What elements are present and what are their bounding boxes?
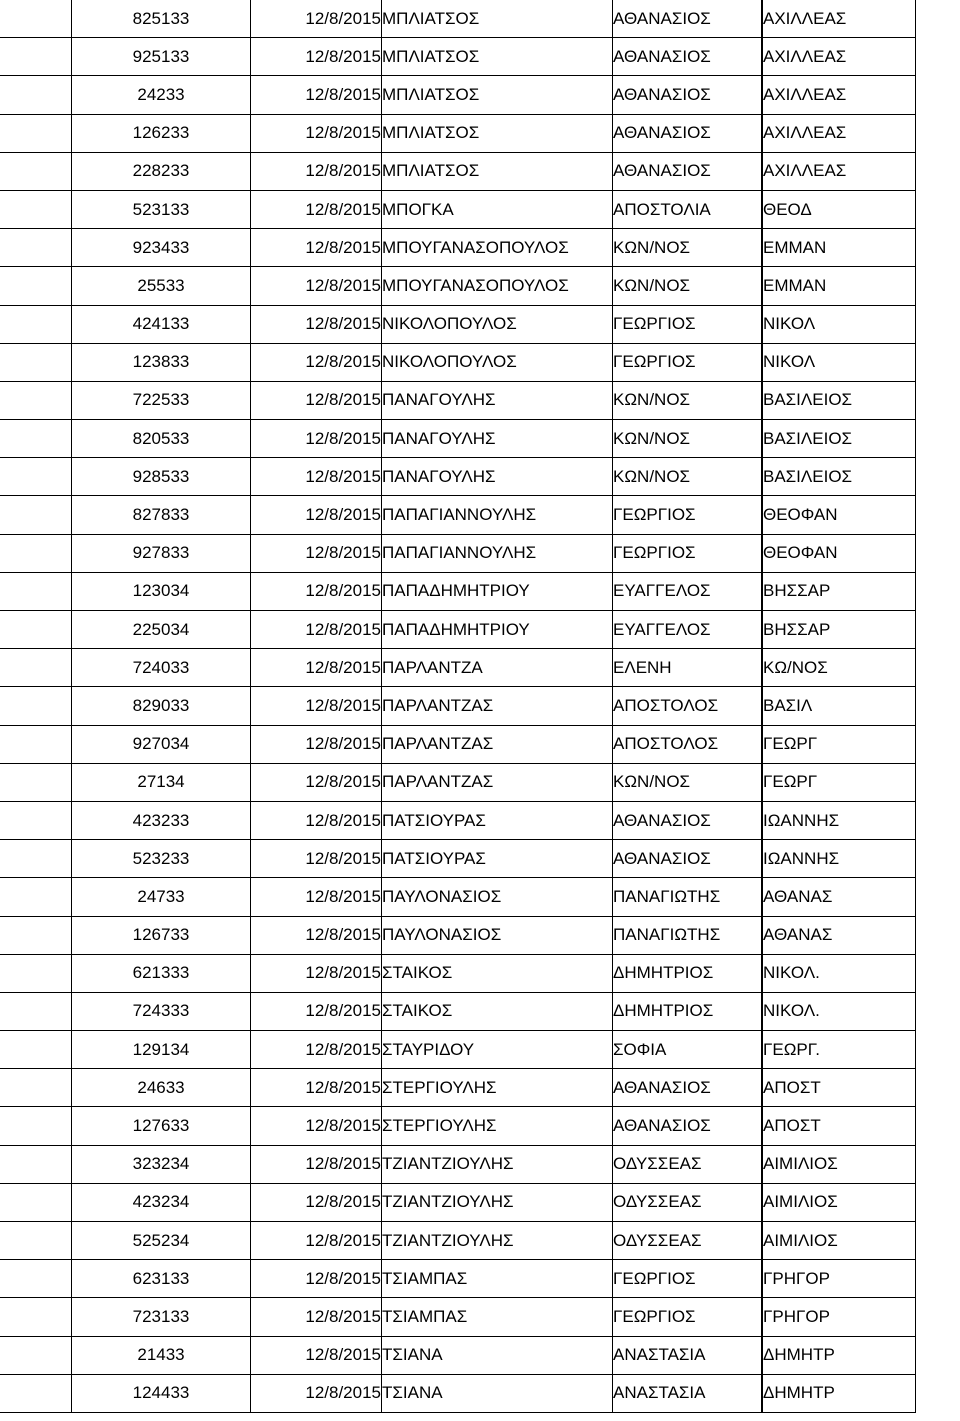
father-name-cell: ΒΑΣΙΛΕΙΟΣ <box>762 420 916 458</box>
row-margin-cell <box>0 840 72 878</box>
table-row <box>0 1069 916 1107</box>
surname-cell: ΠΑΠΑΓΙΑΝΝΟΥΛΗΣ <box>382 496 613 534</box>
first-name-cell: ΑΘΑΝΑΣΙΟΣ <box>613 1107 763 1145</box>
surname-cell: ΠΑΝΑΓΟΥΛΗΣ <box>382 420 613 458</box>
father-name-cell: ΚΩ/ΝΟΣ <box>762 649 916 687</box>
first-name-cell: ΣΟΦΙΑ <box>613 1031 763 1069</box>
row-margin-cell <box>0 1145 72 1183</box>
surname-cell: ΣΤΑΥΡΙΔΟΥ <box>382 1031 613 1069</box>
first-name-cell: ΑΘΑΝΑΣΙΟΣ <box>613 801 763 839</box>
first-name-cell: ΚΩΝ/ΝΟΣ <box>613 458 763 496</box>
row-margin-cell <box>0 229 72 267</box>
father-name-cell: ΑΧΙΛΛΕΑΣ <box>762 152 916 190</box>
row-margin-cell <box>0 190 72 228</box>
row-margin-cell <box>0 801 72 839</box>
record-number-cell: 927833 <box>72 534 251 572</box>
table-row <box>0 840 916 878</box>
row-margin-cell <box>0 496 72 534</box>
record-number-cell: 923433 <box>72 229 251 267</box>
first-name-cell: ΠΑΝΑΓΙΩΤΗΣ <box>613 878 763 916</box>
record-number-cell: 127633 <box>72 1107 251 1145</box>
surname-cell: ΝΙΚΟΛΟΠΟΥΛΟΣ <box>382 343 613 381</box>
father-name-cell: ΒΗΣΣΑΡ <box>762 572 916 610</box>
first-name-cell: ΑΘΑΝΑΣΙΟΣ <box>613 152 763 190</box>
table-row <box>0 1107 916 1145</box>
row-margin-cell <box>0 954 72 992</box>
row-margin-cell <box>0 1183 72 1221</box>
record-number-cell: 925133 <box>72 38 251 76</box>
first-name-cell: ΚΩΝ/ΝΟΣ <box>613 229 763 267</box>
date-cell: 12/8/2015 <box>251 763 382 801</box>
table-row <box>0 725 916 763</box>
table-row <box>0 305 916 343</box>
first-name-cell: ΚΩΝ/ΝΟΣ <box>613 267 763 305</box>
surname-cell: ΣΤΑΙΚΟΣ <box>382 954 613 992</box>
row-margin-cell <box>0 534 72 572</box>
surname-cell: ΜΠΟΓΚΑ <box>382 190 613 228</box>
record-number-cell: 228233 <box>72 152 251 190</box>
row-margin-cell <box>0 916 72 954</box>
father-name-cell: ΝΙΚΟΛ <box>762 305 916 343</box>
first-name-cell: ΟΔΥΣΣΕΑΣ <box>613 1145 763 1183</box>
first-name-cell: ΓΕΩΡΓΙΟΣ <box>613 1298 763 1336</box>
father-name-cell: ΑΧΙΛΛΕΑΣ <box>762 38 916 76</box>
row-margin-cell <box>0 76 72 114</box>
table-row <box>0 572 916 610</box>
date-cell: 12/8/2015 <box>251 0 382 38</box>
row-margin-cell <box>0 572 72 610</box>
row-margin-cell <box>0 878 72 916</box>
surname-cell: ΤΖΙΑΝΤΖΙΟΥΛΗΣ <box>382 1183 613 1221</box>
table-row <box>0 801 916 839</box>
father-name-cell: ΕΜΜΑΝ <box>762 229 916 267</box>
surname-cell: ΣΤΕΡΓΙΟΥΛΗΣ <box>382 1107 613 1145</box>
surname-cell: ΠΑΡΛΑΝΤΖΑΣ <box>382 763 613 801</box>
record-number-cell: 126233 <box>72 114 251 152</box>
date-cell: 12/8/2015 <box>251 267 382 305</box>
date-cell: 12/8/2015 <box>251 76 382 114</box>
date-cell: 12/8/2015 <box>251 1069 382 1107</box>
row-margin-cell <box>0 1107 72 1145</box>
table-row <box>0 1145 916 1183</box>
record-number-cell: 129134 <box>72 1031 251 1069</box>
first-name-cell: ΑΘΑΝΑΣΙΟΣ <box>613 840 763 878</box>
surname-cell: ΠΑΤΣΙΟΥΡΑΣ <box>382 840 613 878</box>
row-margin-cell <box>0 305 72 343</box>
row-margin-cell <box>0 687 72 725</box>
date-cell: 12/8/2015 <box>251 496 382 534</box>
first-name-cell: ΚΩΝ/ΝΟΣ <box>613 763 763 801</box>
surname-cell: ΠΑΡΛΑΝΤΖΑΣ <box>382 725 613 763</box>
record-number-cell: 523233 <box>72 840 251 878</box>
surname-cell: ΜΠΛΙΑΤΣΟΣ <box>382 152 613 190</box>
row-margin-cell <box>0 458 72 496</box>
table-row <box>0 114 916 152</box>
record-number-cell: 323234 <box>72 1145 251 1183</box>
record-number-cell: 423233 <box>72 801 251 839</box>
table-row <box>0 229 916 267</box>
table-row <box>0 152 916 190</box>
table-row <box>0 343 916 381</box>
row-margin-cell <box>0 114 72 152</box>
father-name-cell: ΑΘΑΝΑΣ <box>762 878 916 916</box>
table-row <box>0 992 916 1030</box>
date-cell: 12/8/2015 <box>251 649 382 687</box>
row-margin-cell <box>0 38 72 76</box>
father-name-cell: ΑΘΑΝΑΣ <box>762 916 916 954</box>
surname-cell: ΠΑΡΛΑΝΤΖΑ <box>382 649 613 687</box>
row-margin-cell <box>0 343 72 381</box>
table-row <box>0 1031 916 1069</box>
first-name-cell: ΔΗΜΗΤΡΙΟΣ <box>613 954 763 992</box>
surname-cell: ΣΤΑΙΚΟΣ <box>382 992 613 1030</box>
record-number-cell: 225034 <box>72 611 251 649</box>
first-name-cell: ΓΕΩΡΓΙΟΣ <box>613 534 763 572</box>
record-number-cell: 621333 <box>72 954 251 992</box>
date-cell: 12/8/2015 <box>251 1183 382 1221</box>
surname-cell: ΜΠΟΥΓΑΝΑΣΟΠΟΥΛΟΣ <box>382 229 613 267</box>
table-row <box>0 1298 916 1336</box>
record-number-cell: 24733 <box>72 878 251 916</box>
father-name-cell: ΓΡΗΓΟΡ <box>762 1298 916 1336</box>
row-margin-cell <box>0 763 72 801</box>
record-number-cell: 25533 <box>72 267 251 305</box>
surname-cell: ΣΤΕΡΓΙΟΥΛΗΣ <box>382 1069 613 1107</box>
father-name-cell: ΔΗΜΗΤΡ <box>762 1374 916 1412</box>
table-row <box>0 649 916 687</box>
record-number-cell: 523133 <box>72 190 251 228</box>
row-margin-cell <box>0 611 72 649</box>
date-cell: 12/8/2015 <box>251 687 382 725</box>
date-cell: 12/8/2015 <box>251 1107 382 1145</box>
date-cell: 12/8/2015 <box>251 38 382 76</box>
row-margin-cell <box>0 1336 72 1374</box>
first-name-cell: ΕΛΕΝΗ <box>613 649 763 687</box>
surname-cell: ΠΑΥΛΟΝΑΣΙΟΣ <box>382 916 613 954</box>
date-cell: 12/8/2015 <box>251 611 382 649</box>
table-row <box>0 381 916 419</box>
first-name-cell: ΓΕΩΡΓΙΟΣ <box>613 343 763 381</box>
father-name-cell: ΙΩΑΝΝΗΣ <box>762 840 916 878</box>
first-name-cell: ΑΠΟΣΤΟΛΟΣ <box>613 725 763 763</box>
first-name-cell: ΑΘΑΝΑΣΙΟΣ <box>613 0 763 38</box>
record-number-cell: 829033 <box>72 687 251 725</box>
father-name-cell: ΒΑΣΙΛΕΙΟΣ <box>762 381 916 419</box>
father-name-cell: ΑΧΙΛΛΕΑΣ <box>762 76 916 114</box>
table-row <box>0 76 916 114</box>
table-row <box>0 954 916 992</box>
table-row <box>0 267 916 305</box>
first-name-cell: ΑΘΑΝΑΣΙΟΣ <box>613 1069 763 1107</box>
surname-cell: ΠΑΠΑΔΗΜΗΤΡΙΟΥ <box>382 572 613 610</box>
record-number-cell: 825133 <box>72 0 251 38</box>
date-cell: 12/8/2015 <box>251 840 382 878</box>
row-margin-cell <box>0 0 72 38</box>
first-name-cell: ΓΕΩΡΓΙΟΣ <box>613 496 763 534</box>
record-number-cell: 123034 <box>72 572 251 610</box>
record-number-cell: 927034 <box>72 725 251 763</box>
record-number-cell: 525234 <box>72 1222 251 1260</box>
date-cell: 12/8/2015 <box>251 229 382 267</box>
father-name-cell: ΓΕΩΡΓ <box>762 725 916 763</box>
father-name-cell: ΘΕΟΔ <box>762 190 916 228</box>
record-number-cell: 126733 <box>72 916 251 954</box>
father-name-cell: ΒΗΣΣΑΡ <box>762 611 916 649</box>
date-cell: 12/8/2015 <box>251 190 382 228</box>
table-row <box>0 534 916 572</box>
date-cell: 12/8/2015 <box>251 878 382 916</box>
table-row <box>0 611 916 649</box>
first-name-cell: ΕΥΑΓΓΕΛΟΣ <box>613 611 763 649</box>
surname-cell: ΜΠΟΥΓΑΝΑΣΟΠΟΥΛΟΣ <box>382 267 613 305</box>
table-row <box>0 1374 916 1412</box>
father-name-cell: ΝΙΚΟΛ. <box>762 992 916 1030</box>
record-number-cell: 123833 <box>72 343 251 381</box>
first-name-cell: ΑΠΟΣΤΟΛΙΑ <box>613 190 763 228</box>
date-cell: 12/8/2015 <box>251 1374 382 1412</box>
date-cell: 12/8/2015 <box>251 343 382 381</box>
record-number-cell: 124433 <box>72 1374 251 1412</box>
surname-cell: ΜΠΛΙΑΤΣΟΣ <box>382 38 613 76</box>
date-cell: 12/8/2015 <box>251 1145 382 1183</box>
date-cell: 12/8/2015 <box>251 1222 382 1260</box>
first-name-cell: ΓΕΩΡΓΙΟΣ <box>613 305 763 343</box>
father-name-cell: ΘΕΟΦΑΝ <box>762 496 916 534</box>
date-cell: 12/8/2015 <box>251 458 382 496</box>
table-row <box>0 420 916 458</box>
record-number-cell: 724033 <box>72 649 251 687</box>
father-name-cell: ΝΙΚΟΛ <box>762 343 916 381</box>
date-cell: 12/8/2015 <box>251 801 382 839</box>
father-name-cell: ΓΕΩΡΓ <box>762 763 916 801</box>
father-name-cell: ΓΕΩΡΓ. <box>762 1031 916 1069</box>
father-name-cell: ΒΑΣΙΛ <box>762 687 916 725</box>
date-cell: 12/8/2015 <box>251 1298 382 1336</box>
surname-cell: ΜΠΛΙΑΤΣΟΣ <box>382 114 613 152</box>
surname-cell: ΠΑΠΑΔΗΜΗΤΡΙΟΥ <box>382 611 613 649</box>
record-number-cell: 722533 <box>72 381 251 419</box>
date-cell: 12/8/2015 <box>251 572 382 610</box>
table-row <box>0 496 916 534</box>
surname-cell: ΠΑΡΛΑΝΤΖΑΣ <box>382 687 613 725</box>
table-row <box>0 1336 916 1374</box>
date-cell: 12/8/2015 <box>251 1336 382 1374</box>
father-name-cell: ΓΡΗΓΟΡ <box>762 1260 916 1298</box>
first-name-cell: ΚΩΝ/ΝΟΣ <box>613 420 763 458</box>
father-name-cell: ΑΙΜΙΛΙΟΣ <box>762 1222 916 1260</box>
table-row <box>0 1260 916 1298</box>
record-number-cell: 423234 <box>72 1183 251 1221</box>
first-name-cell: ΚΩΝ/ΝΟΣ <box>613 381 763 419</box>
date-cell: 12/8/2015 <box>251 534 382 572</box>
date-cell: 12/8/2015 <box>251 381 382 419</box>
date-cell: 12/8/2015 <box>251 420 382 458</box>
date-cell: 12/8/2015 <box>251 992 382 1030</box>
surname-cell: ΠΑΝΑΓΟΥΛΗΣ <box>382 458 613 496</box>
record-number-cell: 24633 <box>72 1069 251 1107</box>
table-row <box>0 458 916 496</box>
surname-cell: ΤΣΙΑΝΑ <box>382 1336 613 1374</box>
row-margin-cell <box>0 725 72 763</box>
first-name-cell: ΑΝΑΣΤΑΣΙΑ <box>613 1374 763 1412</box>
record-number-cell: 27134 <box>72 763 251 801</box>
table-row <box>0 190 916 228</box>
record-number-cell: 24233 <box>72 76 251 114</box>
father-name-cell: ΑΠΟΣΤ <box>762 1069 916 1107</box>
record-number-cell: 820533 <box>72 420 251 458</box>
row-margin-cell <box>0 1298 72 1336</box>
row-margin-cell <box>0 1374 72 1412</box>
date-cell: 12/8/2015 <box>251 954 382 992</box>
table-row <box>0 687 916 725</box>
father-name-cell: ΑΠΟΣΤ <box>762 1107 916 1145</box>
first-name-cell: ΔΗΜΗΤΡΙΟΣ <box>613 992 763 1030</box>
row-margin-cell <box>0 1222 72 1260</box>
first-name-cell: ΕΥΑΓΓΕΛΟΣ <box>613 572 763 610</box>
father-name-cell: ΕΜΜΑΝ <box>762 267 916 305</box>
first-name-cell: ΟΔΥΣΣΕΑΣ <box>613 1222 763 1260</box>
date-cell: 12/8/2015 <box>251 725 382 763</box>
father-name-cell: ΘΕΟΦΑΝ <box>762 534 916 572</box>
surname-cell: ΝΙΚΟΛΟΠΟΥΛΟΣ <box>382 305 613 343</box>
father-name-cell: ΝΙΚΟΛ. <box>762 954 916 992</box>
record-number-cell: 827833 <box>72 496 251 534</box>
surname-cell: ΤΣΙΑΜΠΑΣ <box>382 1260 613 1298</box>
date-cell: 12/8/2015 <box>251 916 382 954</box>
father-name-cell: ΑΙΜΙΛΙΟΣ <box>762 1183 916 1221</box>
father-name-cell: ΑΧΙΛΛΕΑΣ <box>762 0 916 38</box>
record-number-cell: 723133 <box>72 1298 251 1336</box>
first-name-cell: ΠΑΝΑΓΙΩΤΗΣ <box>613 916 763 954</box>
table-row <box>0 916 916 954</box>
surname-cell: ΤΣΙΑΝΑ <box>382 1374 613 1412</box>
record-number-cell: 623133 <box>72 1260 251 1298</box>
row-margin-cell <box>0 649 72 687</box>
date-cell: 12/8/2015 <box>251 305 382 343</box>
surname-cell: ΠΑΝΑΓΟΥΛΗΣ <box>382 381 613 419</box>
date-cell: 12/8/2015 <box>251 1260 382 1298</box>
first-name-cell: ΓΕΩΡΓΙΟΣ <box>613 1260 763 1298</box>
table-row <box>0 1183 916 1221</box>
table-row <box>0 1222 916 1260</box>
surname-cell: ΜΠΛΙΑΤΣΟΣ <box>382 76 613 114</box>
record-number-cell: 21433 <box>72 1336 251 1374</box>
row-margin-cell <box>0 267 72 305</box>
surname-cell: ΤΖΙΑΝΤΖΙΟΥΛΗΣ <box>382 1145 613 1183</box>
row-margin-cell <box>0 1260 72 1298</box>
date-cell: 12/8/2015 <box>251 114 382 152</box>
father-name-cell: ΑΧΙΛΛΕΑΣ <box>762 114 916 152</box>
surname-cell: ΠΑΤΣΙΟΥΡΑΣ <box>382 801 613 839</box>
row-margin-cell <box>0 152 72 190</box>
surname-cell: ΤΖΙΑΝΤΖΙΟΥΛΗΣ <box>382 1222 613 1260</box>
father-name-cell: ΙΩΑΝΝΗΣ <box>762 801 916 839</box>
first-name-cell: ΑΘΑΝΑΣΙΟΣ <box>613 38 763 76</box>
first-name-cell: ΑΘΑΝΑΣΙΟΣ <box>613 114 763 152</box>
table-row <box>0 763 916 801</box>
surname-cell: ΜΠΛΙΑΤΣΟΣ <box>382 0 613 38</box>
row-margin-cell <box>0 1031 72 1069</box>
row-margin-cell <box>0 381 72 419</box>
record-number-cell: 928533 <box>72 458 251 496</box>
surname-cell: ΠΑΥΛΟΝΑΣΙΟΣ <box>382 878 613 916</box>
table-row <box>0 0 916 38</box>
table-row <box>0 878 916 916</box>
father-name-cell: ΒΑΣΙΛΕΙΟΣ <box>762 458 916 496</box>
first-name-cell: ΟΔΥΣΣΕΑΣ <box>613 1183 763 1221</box>
surname-cell: ΠΑΠΑΓΙΑΝΝΟΥΛΗΣ <box>382 534 613 572</box>
record-number-cell: 424133 <box>72 305 251 343</box>
father-name-cell: ΔΗΜΗΤΡ <box>762 1336 916 1374</box>
first-name-cell: ΑΝΑΣΤΑΣΙΑ <box>613 1336 763 1374</box>
surname-cell: ΤΣΙΑΜΠΑΣ <box>382 1298 613 1336</box>
row-margin-cell <box>0 992 72 1030</box>
date-cell: 12/8/2015 <box>251 152 382 190</box>
father-name-cell: ΑΙΜΙΛΙΟΣ <box>762 1145 916 1183</box>
row-margin-cell <box>0 1069 72 1107</box>
first-name-cell: ΑΠΟΣΤΟΛΟΣ <box>613 687 763 725</box>
first-name-cell: ΑΘΑΝΑΣΙΟΣ <box>613 76 763 114</box>
date-cell: 12/8/2015 <box>251 1031 382 1069</box>
row-margin-cell <box>0 420 72 458</box>
record-number-cell: 724333 <box>72 992 251 1030</box>
table-row <box>0 38 916 76</box>
